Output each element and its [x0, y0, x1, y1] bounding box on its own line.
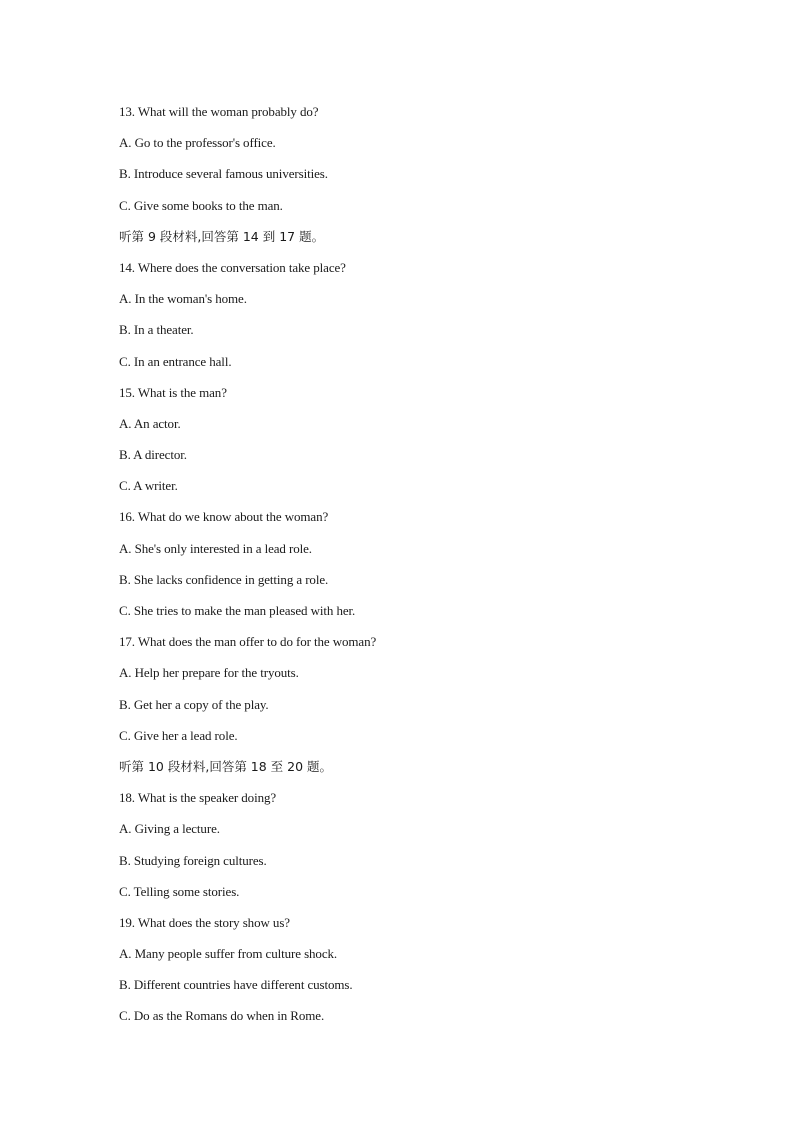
- question-18: 18. What is the speaker doing?: [119, 790, 277, 806]
- option-15-b: B. A director.: [119, 447, 187, 463]
- option-14-a: A. In the woman's home.: [119, 291, 247, 307]
- option-18-c: C. Telling some stories.: [119, 883, 240, 899]
- option-14-c: C. In an entrance hall.: [119, 353, 232, 369]
- option-15-a: A. An actor.: [119, 415, 181, 431]
- option-19-b: B. Different countries have different customs.: [119, 977, 353, 993]
- option-13-a: A. Go to the professor's office.: [119, 135, 276, 151]
- option-13-b: B. Introduce several famous universities.: [119, 166, 328, 182]
- option-17-c: C. Give her a lead role.: [119, 727, 238, 743]
- option-19-c: C. Do as the Romans do when in Rome.: [119, 1008, 325, 1024]
- option-16-b: B. She lacks confidence in getting a role.: [119, 571, 329, 587]
- option-18-b: B. Studying foreign cultures.: [119, 852, 267, 868]
- question-15: 15. What is the man?: [119, 384, 227, 400]
- option-19-a: A. Many people suffer from culture shock.: [119, 946, 338, 962]
- section-instruction-9: 听第 9 段材料,回答第 14 到 17 题。: [119, 228, 325, 244]
- option-17-b: B. Get her a copy of the play.: [119, 696, 269, 712]
- question-19: 19. What does the story show us?: [119, 914, 290, 930]
- option-15-c: C. A writer.: [119, 478, 178, 494]
- option-16-a: A. She's only interested in a lead role.: [119, 540, 312, 556]
- section-instruction-10: 听第 10 段材料,回答第 18 至 20 题。: [119, 758, 333, 774]
- option-18-a: A. Giving a lecture.: [119, 821, 220, 837]
- option-14-b: B. In a theater.: [119, 322, 194, 338]
- question-16: 16. What do we know about the woman?: [119, 509, 329, 525]
- question-13: 13. What will the woman probably do?: [119, 104, 319, 119]
- question-14: 14. Where does the conversation take place?: [119, 259, 346, 275]
- question-17: 17. What does the man offer to do for the woman?: [119, 634, 377, 650]
- document-content: [119, 102, 719, 1038]
- option-17-a: A. Help her prepare for the tryouts.: [119, 665, 299, 681]
- option-16-c: C. She tries to make the man pleased with her.: [119, 603, 356, 618]
- option-13-c: C. Give some books to the man.: [119, 197, 283, 213]
